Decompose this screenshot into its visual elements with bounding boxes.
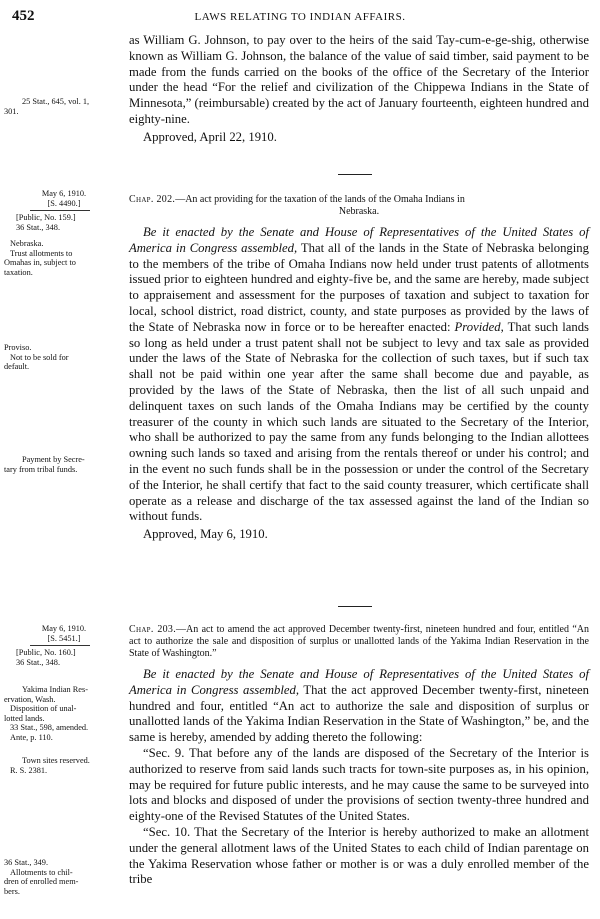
intro-paragraph: as William G. Johnson, to pay over to the heirs of the said Tay-cum-e-ge-shig, otherwise known as William G. Johnson, the balance of the value of said timber, said payment to be made from the funds carried on the books of the office of the Secretary of the Interior under the head “For the relief and civilization of the Chippewa Indians in the State of Minnesota,” (reimbursable) created by the act of January fourteenth, eighteen hundred and eighty-nine.	[129, 33, 589, 126]
page-header	[0, 8, 600, 28]
proviso-label: Provided,	[454, 319, 504, 334]
chap203-sec9: “Sec. 9. That before any of the lands are disposed of the Secretary of the Interior is authorized to reserve from said lands such tracts for town-site purposes as, in his opinion, may be required for future public interests, and he may cause the same to be surveyed into lots and blocks and disposed of under the provisions of section twenty-three hundred and eighty-one of the Revised Statutes of the United States.	[129, 745, 589, 824]
section-rule	[338, 174, 372, 175]
chap202-title-line2: Nebraska.	[338, 206, 380, 217]
chap203-sec10: “Sec. 10. That the Secretary of the Interior is hereby authorized to make an allotment under the general allotment laws of the United States to each child of Indian parentage on the Yakima Reservation whose father or mother is or was a duly enrolled member of the tribe	[129, 824, 589, 887]
margin-note-nebraska: Nebraska. Trust allotments to Omahas in, subject to taxation.	[4, 239, 76, 277]
margin-rule	[30, 210, 90, 211]
chap203-paragraph: Be it enacted by the Senate and House of Representatives of the United States of America in Congress assembled, That the act approved December twenty-first, nineteen hundred and four, entitled “An act to authorize the sale and disposition of surplus or unallotted lands of the Yakima Indian Reservation in the State of Washington,” be, and the same is hereby, amended by adding thereto the following:	[129, 667, 589, 745]
margin-note-intro: 25 Stat., 645, vol. 1, 301.	[4, 97, 90, 116]
intro-text	[129, 33, 589, 146]
margin-rule	[30, 645, 90, 646]
chap203-enacting-clause: Be it enacted by the Senate and House of Representatives of the United States of America in Congress assembled,	[129, 667, 589, 697]
running-head: LAWS RELATING TO INDIAN AFFAIRS.	[194, 11, 406, 23]
chap203-title-text: —An act to amend the act approved December twenty-first, nineteen hundred and four, entitled “An act to authorize the sale and disposition of surplus or unallotted lands of the Yakima Indian Reservation in the State of Washington.”	[129, 624, 589, 659]
page-number: 452	[12, 8, 35, 24]
margin-note-townsites: Town sites reserved. R. S. 2381.	[10, 756, 90, 775]
chap202-body	[129, 225, 589, 543]
margin-note-chap202-public: [Public, No. 159.] 36 Stat., 348.	[16, 213, 76, 232]
margin-note-payment: Payment by Secre- tary from tribal funds.	[4, 455, 85, 474]
chap202-label: Chap. 202.	[129, 194, 176, 205]
margin-note-chap203-date: May 6, 1910. [S. 5451.]	[41, 624, 87, 643]
margin-note-chap202-date: May 6, 1910. [S. 4490.]	[41, 189, 87, 208]
margin-note-yakima: Yakima Indian Res- ervation, Wash. Disposition of unal- lotted lands. 33 Stat., 598, amended. Ante, p. 110.	[4, 685, 89, 742]
margin-note-proviso: Proviso. Not to be sold for default.	[4, 343, 69, 372]
chap202-approved: Approved, May 6, 1910.	[143, 527, 268, 542]
intro-approved: Approved, April 22, 1910.	[143, 129, 277, 144]
section-rule	[338, 606, 372, 607]
chap203-body	[129, 667, 589, 888]
chap203-label: Chap. 203.	[129, 624, 177, 635]
margin-note-allotments: 36 Stat., 349. Allotments to chil- dren of enrolled mem- bers.	[4, 858, 79, 896]
chap202-title	[129, 194, 589, 218]
chap203-title	[129, 624, 589, 660]
margin-note-chap203-public: [Public, No. 160.] 36 Stat., 348.	[16, 648, 76, 667]
chap202-paragraph: Be it enacted by the Senate and House of Representatives of the United States of America in Congress assembled, That all of the lands in the State of Nebraska belonging to the members of the tribe of Omaha Indians now held under trust patents of allotments issued prior to eighteen hundred and eighty-five be, and the same are hereby, made subject to appraisement and assessment for the purposes of taxation and subject to taxation for local, school district, road district, county, and state purposes as provided by the laws of the State of Nebraska now in force or to be hereafter enacted: Provided, That such lands so long as held under a trust patent shall not be subject to levy and tax sale as provided under the laws of the State of Nebraska for the collection of such taxes, but if such tax shall not be paid within one year after the same shall become due and payable, as provided by the laws of the State of Nebraska, then the list of all such unpaid and delinquent taxes on such lands of the Omaha Indians may be certified by the county treasurer of the county in which such lands are situated to the Secretary of the Interior, who shall be authorized to pay the same from any funds belonging to the Indian allottees owning such lands so taxed and arising from the rentals thereof or under his control; and in the event no such funds shall be in the possession or under the control of the Secretary of the Interior, he shall certify that fact to the said county treasurer, which certificate shall operate as a release and discharge of the tax assessed against the land of the Indian so without funds.	[129, 225, 589, 524]
chap202-title-text: —An act providing for the taxation of the lands of the Omaha Indians in	[175, 194, 465, 205]
chap202-enacting-clause: Be it enacted by the Senate and House of Representatives of the United States of America in Congress assembled,	[129, 225, 589, 255]
